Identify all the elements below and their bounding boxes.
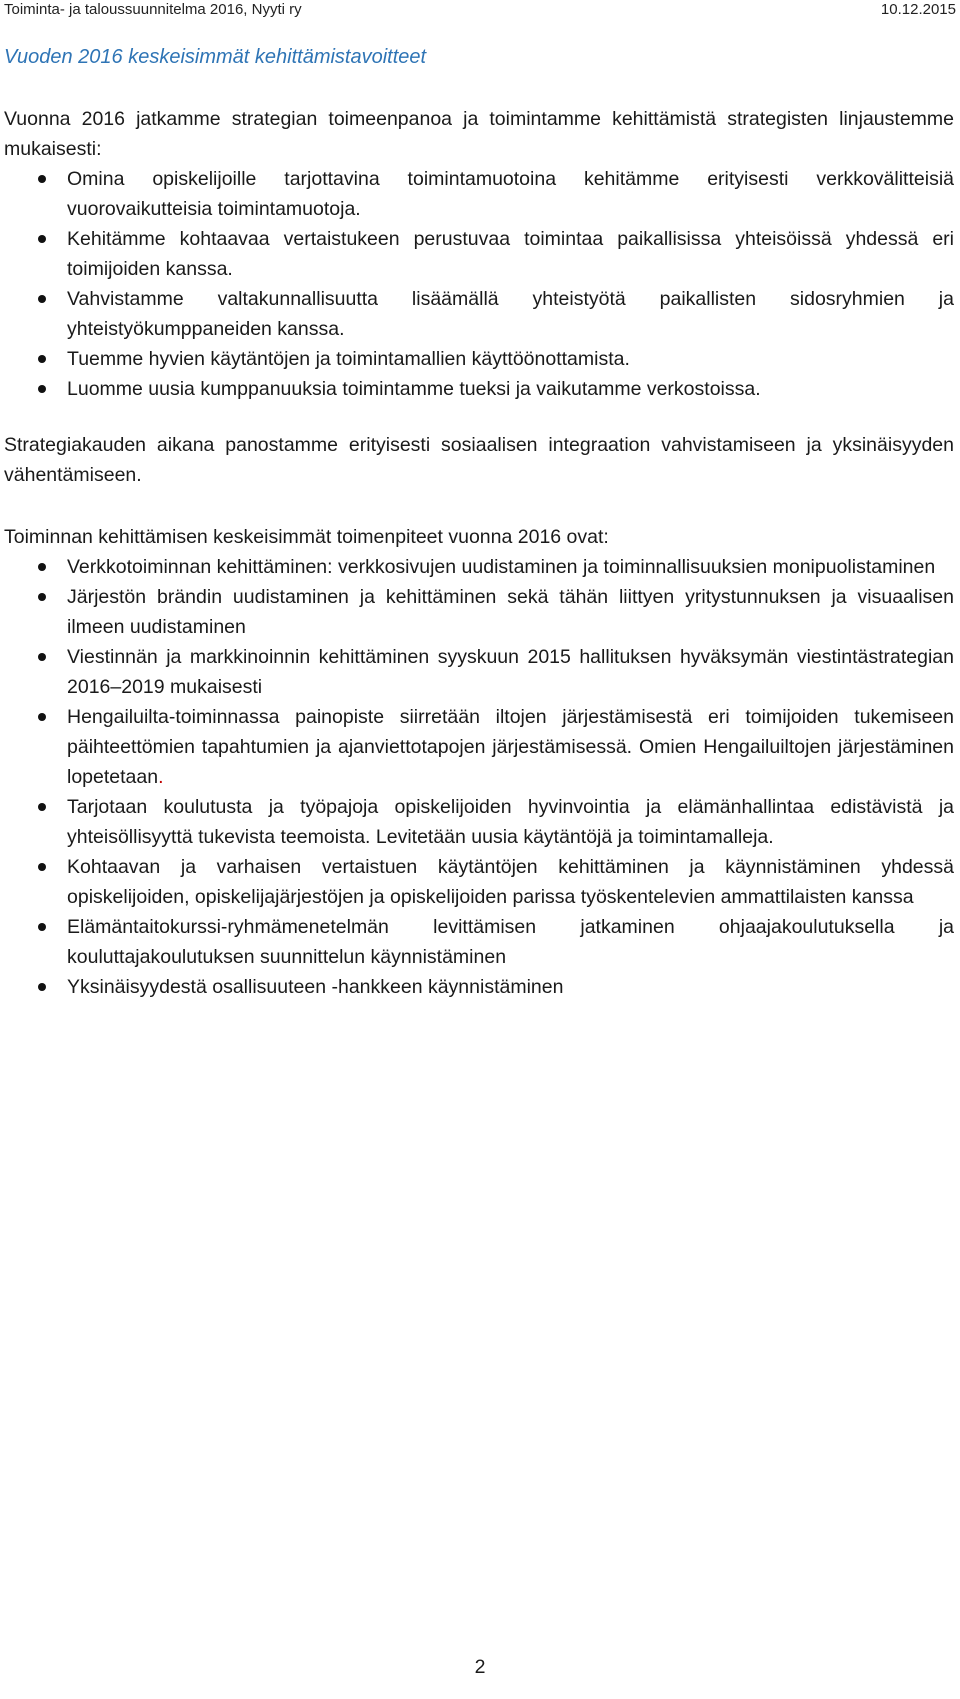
bullet-icon — [38, 385, 46, 393]
strategy-period-paragraph: Strategiakauden aikana panostamme erityisesti sosiaalisen integraation vahvistamiseen ja yksinäisyyden vähentämiseen. — [4, 434, 954, 486]
header-document-title: Toiminta- ja taloussuunnitelma 2016, Nyyti ry — [4, 1, 302, 18]
list-item: Kehitämme kohtaavaa vertaistukeen perustuvaa toimintaa paikallisissa yhteisöissä yhdessä eri toimijoiden kanssa. — [4, 224, 954, 284]
bullet-icon — [38, 295, 46, 303]
list-item: Verkkotoiminnan kehittäminen: verkkosivujen uudistaminen ja toiminnallisuuksien monipuolistaminen — [4, 552, 954, 582]
measures-intro: Toiminnan kehittämisen keskeisimmät toimenpiteet vuonna 2016 ovat: — [4, 526, 609, 548]
list-item: Vahvistamme valtakunnallisuutta lisäämällä yhteistyötä paikallisten sidosryhmien ja yhteistyökumppaneiden kanssa. — [4, 284, 954, 344]
list-item: Elämäntaitokurssi-ryhmämenetelmän levittämisen jatkaminen ohjaajakoulutuksella ja kouluttajakoulutuksen suunnittelun käynnistäminen — [4, 912, 954, 972]
strategy-list — [4, 164, 954, 404]
page-header — [4, 0, 956, 22]
bullet-icon — [38, 983, 46, 991]
header-date: 10.12.2015 — [880, 1, 956, 18]
spacer — [4, 490, 954, 522]
list-item: Kohtaavan ja varhaisen vertaistuen käytäntöjen kehittäminen ja käynnistäminen yhdessä opiskelijoiden, opiskelijajärjestöjen ja opiskelijoiden parissa työskentelevien ammattilaisten kanssa — [4, 852, 954, 912]
bullet-icon — [38, 653, 46, 661]
bullet-icon — [38, 175, 46, 183]
bullet-icon — [38, 863, 46, 871]
list-item: Viestinnän ja markkinoinnin kehittäminen syyskuun 2015 hallituksen hyväksymän viestintästrategian 2016–2019 mukaisesti — [4, 642, 954, 702]
document-body — [4, 42, 954, 1002]
bullet-icon — [38, 355, 46, 363]
bullet-icon — [38, 923, 46, 931]
list-item: Hengailuilta-toiminnassa painopiste siirretään iltojen järjestämisestä eri toimijoiden tukemiseen päihteettömien tapahtumien ja ajanviettotapojen järjestämisessä. Omien Hengailuiltojen järjestäminen lopetetaan. — [4, 702, 954, 792]
bullet-icon — [38, 593, 46, 601]
bullet-icon — [38, 563, 46, 571]
red-period: . — [158, 766, 164, 788]
list-item: Tarjotaan koulutusta ja työpajoja opiskelijoiden hyvinvointia ja elämänhallintaa edistävistä ja yhteisöllisyyttä tukevista teemoista. Levitetään uusia käytäntöjä ja toimintamalleja. — [4, 792, 954, 852]
bullet-icon — [38, 803, 46, 811]
list-item: Tuemme hyvien käytäntöjen ja toimintamallien käyttöönottamista. — [4, 344, 954, 374]
list-item: Yksinäisyydestä osallisuuteen -hankkeen käynnistäminen — [4, 972, 954, 1002]
bullet-icon — [38, 235, 46, 243]
intro-paragraph: Vuonna 2016 jatkamme strategian toimeenpanoa ja toimintamme kehittämistä strategisten linjaustemme mukaisesti: — [4, 108, 954, 160]
list-item: Järjestön brändin uudistaminen ja kehittäminen sekä tähän liittyen yritystunnuksen ja visuaalisen ilmeen uudistaminen — [4, 582, 954, 642]
list-item: Omina opiskelijoille tarjottavina toimintamuotoina kehitämme erityisesti verkkovälitteisiä vuorovaikutteisia toimintamuotoja. — [4, 164, 954, 224]
measures-list — [4, 552, 954, 1002]
bullet-icon — [38, 713, 46, 721]
spacer — [4, 72, 954, 104]
spacer — [4, 404, 954, 430]
page-number: 2 — [474, 1656, 486, 1678]
list-item: Luomme uusia kumppanuuksia toimintamme tueksi ja vaikutamme verkostoissa. — [4, 374, 954, 404]
section-title: Vuoden 2016 keskeisimmät kehittämistavoitteet — [4, 46, 427, 68]
